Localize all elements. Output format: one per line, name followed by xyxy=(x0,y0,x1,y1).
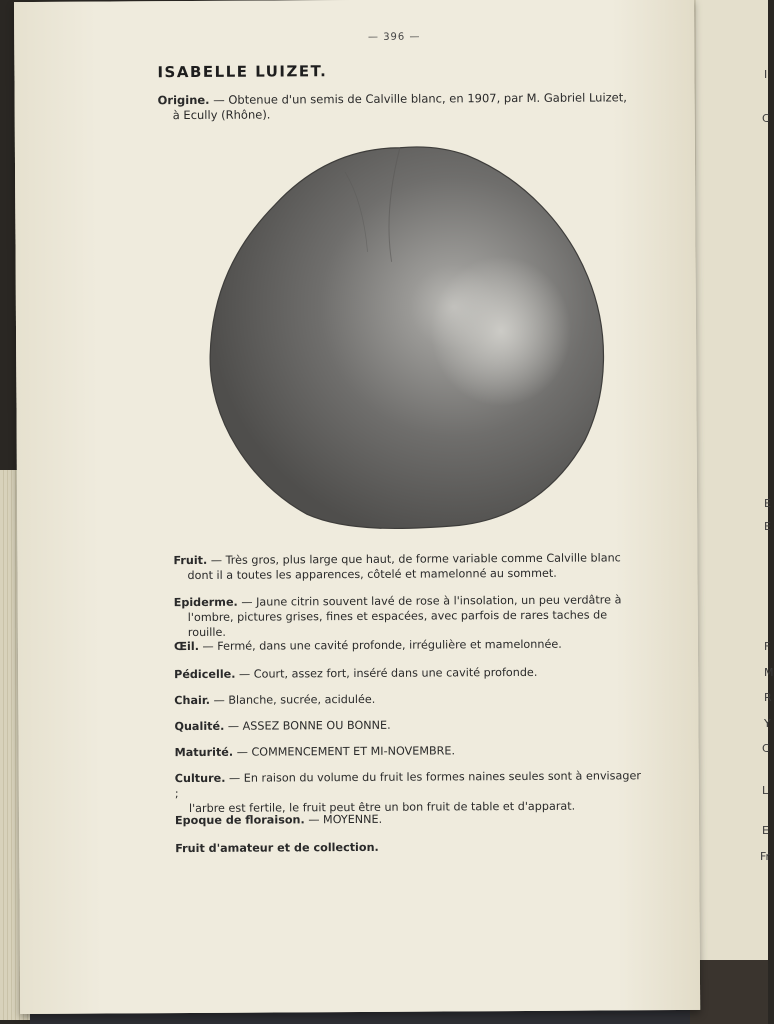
entry-text-continued: l'ombre, pictures grises, fines et espacées, avec parfois de rares taches de rouille. xyxy=(187,608,608,640)
entry-label: Pédicelle. xyxy=(174,667,236,682)
origine-paragraph xyxy=(158,90,628,123)
right-page-letter: Y xyxy=(764,717,771,730)
right-page-letter: M xyxy=(764,666,774,679)
entry-label: Chair. xyxy=(174,693,211,708)
entry-amateur xyxy=(175,838,645,856)
entry-fruit xyxy=(173,550,643,583)
right-page-letter: C xyxy=(762,112,770,125)
entry-label: Qualité. xyxy=(174,719,225,734)
entry-chair xyxy=(174,690,644,708)
entry-label: Epoque de floraison. xyxy=(174,813,305,828)
entry-pedicelle xyxy=(174,664,644,682)
origine-text-continued: à Ecully (Rhône). xyxy=(172,107,271,123)
right-page xyxy=(696,0,774,960)
entry-label: Fruit. xyxy=(173,553,208,568)
right-page-letter: E xyxy=(764,497,771,510)
entry-text-continued: l'arbre est fertile, le fruit peut être un bon fruit de table et d'apparat. xyxy=(188,799,576,816)
entry-text: — MOYENNE. xyxy=(304,812,383,827)
entry-text: — COMMENCEMENT ET MI-NOVEMBRE. xyxy=(233,744,456,759)
right-page-letter: F xyxy=(764,640,771,653)
right-page-letter: E xyxy=(762,824,769,837)
entry-floraison xyxy=(175,810,645,828)
origine-label: Origine. xyxy=(157,92,210,108)
entry-text: — Blanche, sucrée, acidulée. xyxy=(209,692,376,707)
entry-qualite xyxy=(174,716,644,734)
right-page-letter: L xyxy=(762,784,769,797)
apple-fruit-illustration xyxy=(195,141,597,533)
right-page-letter: Fr xyxy=(760,850,771,863)
left-page xyxy=(14,0,700,1014)
entry-text-continued: dont il a toutes les apparences, côtelé et mamelonné au sommet. xyxy=(187,566,557,583)
entry-oeil xyxy=(174,636,644,654)
page-number: — 396 — xyxy=(367,31,421,43)
entry-text: — Très gros, plus large que haut, de forme variable comme Calville blanc xyxy=(207,551,621,567)
entry-label: Œil. xyxy=(173,639,199,654)
right-page-letter: C xyxy=(762,742,770,755)
entry-label: Maturité. xyxy=(174,745,234,760)
entry-text: — Court, assez fort, inséré dans une cavité profonde. xyxy=(235,665,538,681)
entry-label: Fruit d'amateur et de collection. xyxy=(175,840,379,856)
entry-epiderme xyxy=(174,592,644,640)
entry-maturite xyxy=(175,742,645,760)
page-title: ISABELLE LUIZET. xyxy=(157,62,328,82)
entry-text: — Fermé, dans une cavité profonde, irrégulière et mamelonnée. xyxy=(198,637,562,653)
entry-label: Epiderme. xyxy=(173,595,238,610)
apple-icon xyxy=(195,141,597,533)
right-page-letter: E xyxy=(764,520,771,533)
entry-culture xyxy=(175,768,645,816)
entry-text: — En raison du volume du fruit les formes naines seules sont à envisager ; xyxy=(174,769,641,801)
entry-text: — ASSEZ BONNE OU BONNE. xyxy=(224,718,391,733)
right-page-letter: R xyxy=(764,691,772,704)
entry-text: — Jaune citrin souvent lavé de rose à l'insolation, un peu verdâtre à xyxy=(237,593,622,609)
origine-text: — Obtenue d'un semis de Calville blanc, en 1907, par M. Gabriel Luizet, xyxy=(209,90,627,107)
entry-label: Culture. xyxy=(174,771,226,786)
right-page-letter: I xyxy=(764,68,768,81)
